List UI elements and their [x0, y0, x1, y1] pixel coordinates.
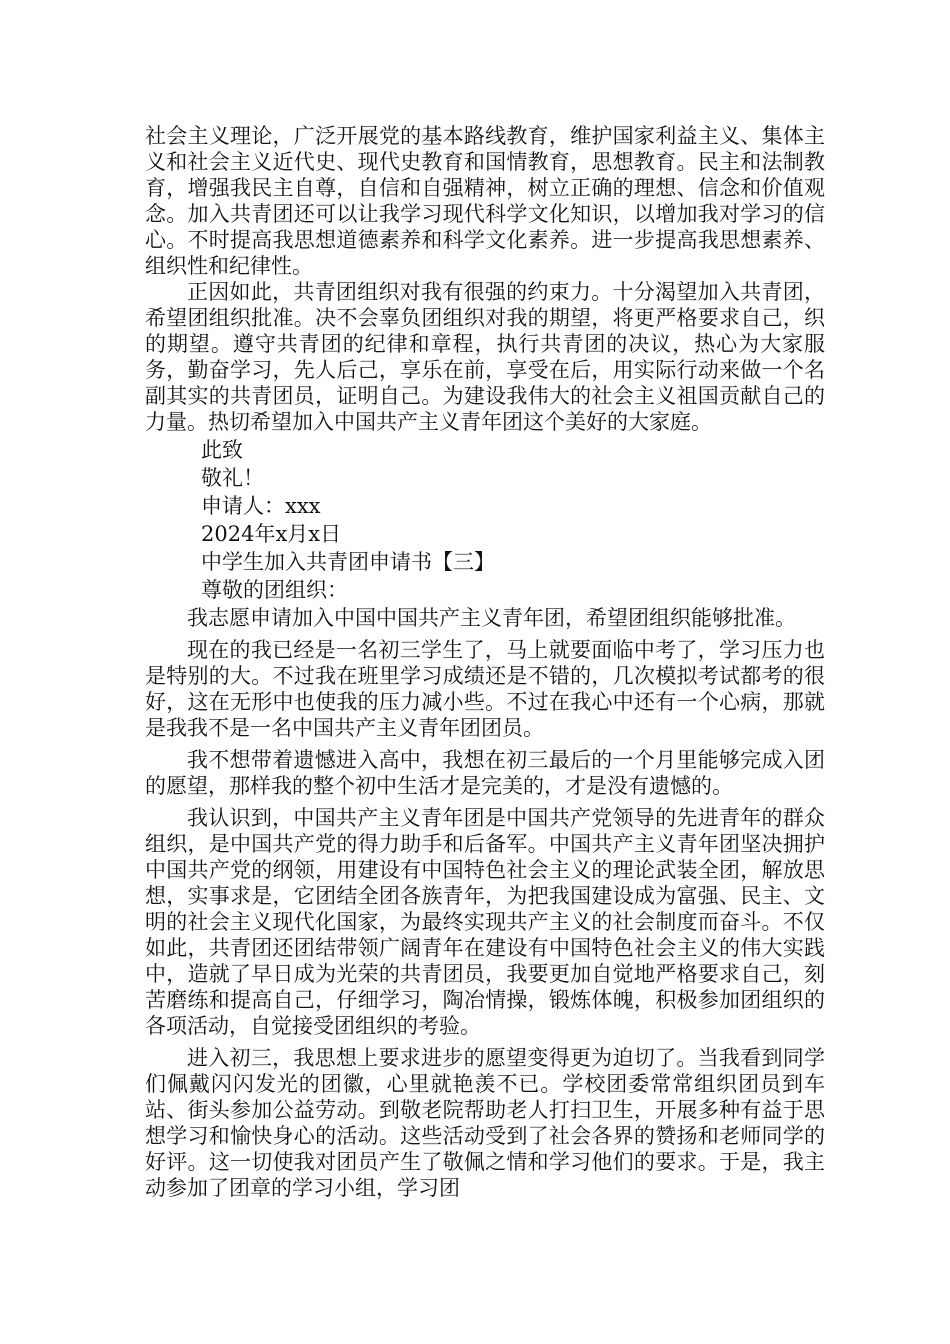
greeting-line: 尊敬的团组织：	[201, 578, 348, 602]
paragraph-6: 我认识到，中国共产主义青年团是中国共产党领导的先进青年的群众组织，是中国共产党的得力助手和后备军。中国共产主义青年团坚决拥护中国共产党的纲领，用建设有中国特色社会主义的理论武装全团，解放思想，实事求是，它团结全团各族青年，为把我国建设成为富强、民主、文明的社会主义现代化国家，为最终实现共产主义的社会制度而奋斗。不仅如此，共青团还团结带领广阔青年在建设有中国特色社会主义的伟大实践中，造就了早日成为光荣的共青团员，我要更加自觉地严格要求自己，刻苦磨练和提高自己，仔细学习，陶冶情操，锻炼体魄，积极参加团组织的各项活动，自觉接受团组织的考验。	[145, 806, 825, 1038]
section-title: 中学生加入共青团申请书【三】	[201, 550, 495, 574]
date-line: 2024年x月x日	[201, 522, 342, 546]
paragraph-4: 现在的我已经是一名初三学生了，马上就要面临中考了，学习压力也是特别的大。不过我在班里学习成绩还是不错的，几次模拟考试都考的很好，这在无形中也使我的压力减小些。不过在我心中还有一个心病，那就是我我不是一名中国共产主义青年团团员。	[145, 638, 825, 740]
paragraph-1: 社会主义理论，广泛开展党的基本路线教育，维护国家利益主义、集体主义和社会主义近代史、现代史教育和国情教育，思想教育。民主和法制教育，增强我民主自尊，自信和自强精神，树立正确的理想、信念和价值观念。加入共青团还可以让我学习现代科学文化知识，以增加我对学习的信心。不时提高我思想道德素养和科学文化素养。进一步提高我思想素养、组织性和纪律性。	[145, 124, 825, 278]
paragraph-2: 正因如此，共青团组织对我有很强的约束力。十分渴望加入共青团，希望团组织批准。决不会辜负团组织对我的期望，将更严格要求自己，织的期望。遵守共青团的纪律和章程，执行共青团的决议，热心为大家服务，勤奋学习，先人后己，享乐在前，享受在后，用实际行动来做一个名副其实的共青团员，证明自己。为建设我伟大的社会主义祖国贡献自己的力量。热切希望加入中国共产主义青年团这个美好的大家庭。	[145, 280, 825, 434]
document-page	[145, 123, 825, 1201]
paragraph-3: 我志愿申请加入中国中国共产主义青年团，希望团组织能够批准。	[187, 606, 796, 630]
closing-line: 此致	[201, 438, 243, 462]
salute-line: 敬礼！	[201, 466, 264, 490]
applicant-line: 申请人：xxx	[201, 494, 321, 518]
paragraph-7: 进入初三，我思想上要求进步的愿望变得更为迫切了。当我看到同学们佩戴闪闪发光的团徽，心里就艳羡不已。学校团委常常组织团员到车站、街头参加公益劳动。到敬老院帮助老人打扫卫生，开展多种有益于思想学习和愉快身心的活动。这些活动受到了社会各界的赞扬和老师同学的好评。这一切使我对团员产生了敬佩之情和学习他们的要求。于是，我主动参加了团章的学习小组，学习团	[145, 1046, 825, 1200]
paragraph-5: 我不想带着遗憾进入高中，我想在初三最后的一个月里能够完成入团的愿望，那样我的整个初中生活才是完美的，才是没有遗憾的。	[145, 748, 825, 798]
